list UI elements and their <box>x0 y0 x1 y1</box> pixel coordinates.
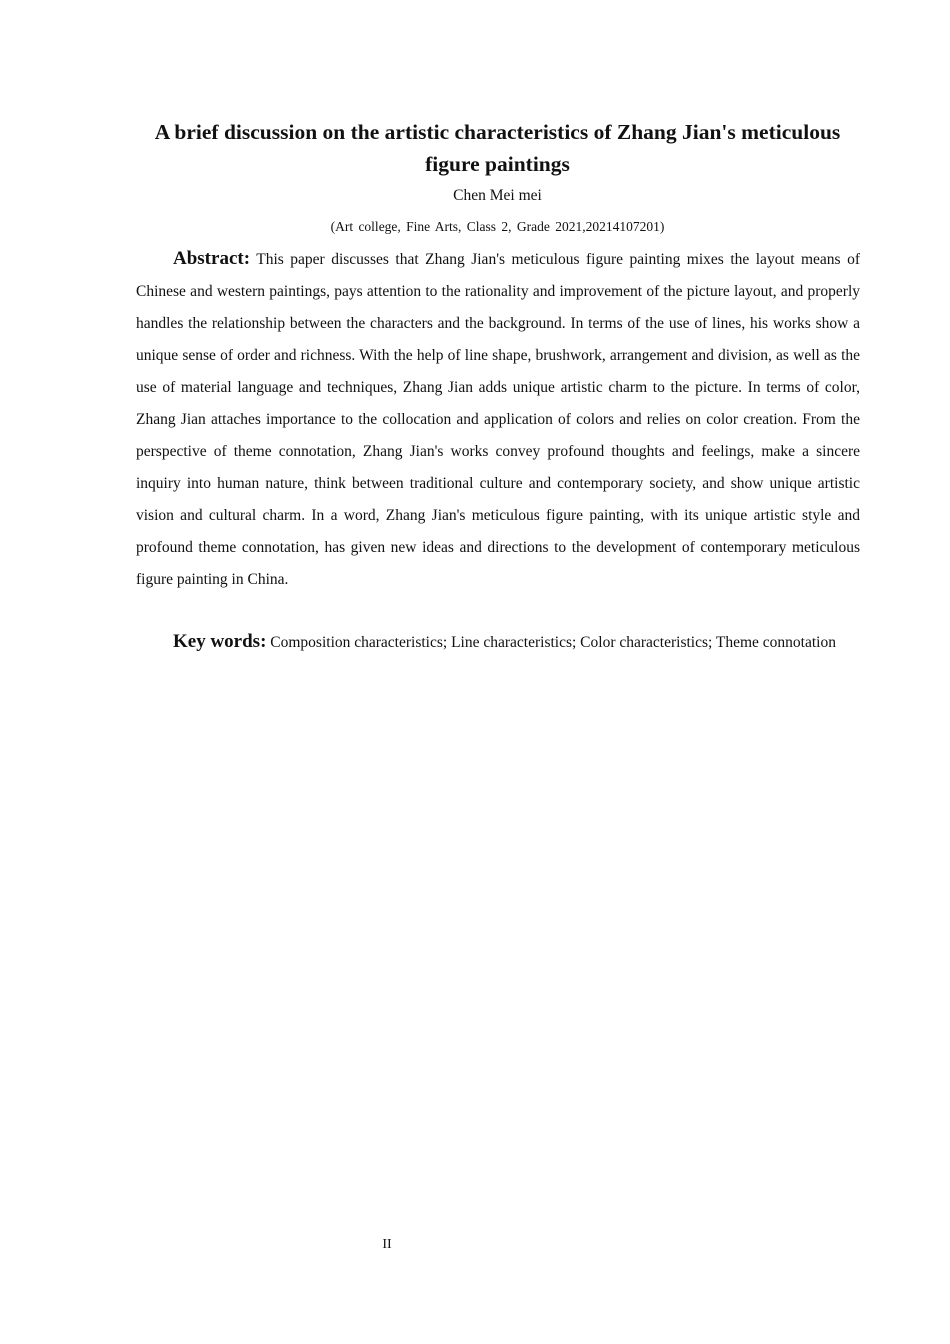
abstract-label: Abstract: <box>173 248 251 269</box>
keywords-label: Key words: <box>173 631 267 652</box>
keywords-paragraph <box>136 626 860 658</box>
keywords-text: Composition characteristics; Line characteristics; Color characteristics; Theme connotation <box>270 634 836 651</box>
paper-title: A brief discussion on the artistic characteristics of Zhang Jian's meticulous figure paintings <box>154 120 841 176</box>
abstract-text: This paper discusses that Zhang Jian's meticulous figure painting mixes the layout means of Chinese and western paintings, pays attention to the rationality and improvement of the picture layout, and properly handles the relationship between the characters and the background. In terms of the use of lines, his works show a unique sense of order and richness. With the help of line shape, brushwork, arrangement and division, as well as the use of material language and techniques, Zhang Jian adds unique artistic charm to the picture. In terms of color, Zhang Jian attaches importance to the collocation and application of colors and relies on color creation. From the perspective of theme connotation, Zhang Jian's works convey profound thoughts and feelings, make a sincere inquiry into human nature, think between traditional culture and contemporary society, and show unique artistic vision and cultural charm. In a word, Zhang Jian's meticulous figure painting, with its unique artistic style and profound theme connotation, has given new ideas and directions to the development of contemporary meticulous figure painting in China. <box>136 251 860 588</box>
author-affiliation: (Art college, Fine Arts, Class 2, Grade 2021,20214107201) <box>330 219 665 234</box>
abstract-paragraph <box>136 243 860 596</box>
page-number: II <box>382 1237 392 1252</box>
author-name: Chen Mei mei <box>453 187 542 204</box>
